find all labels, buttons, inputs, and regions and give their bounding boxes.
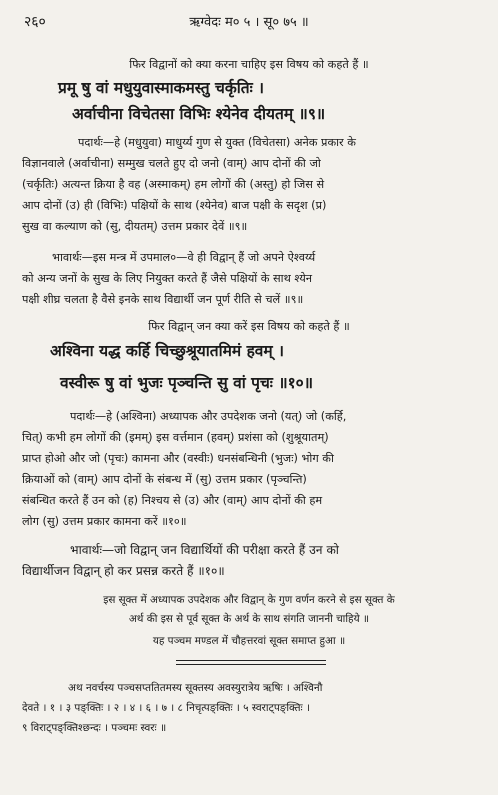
sukta-end-line: यह पञ्चम मण्डल में चौहत्तरवां सूक्त समाप्त हुआ ॥ bbox=[152, 635, 346, 647]
page-number: २६० bbox=[24, 14, 46, 30]
padartha-9-line: पदार्थः—हे (मधुयुवा) माधुर्य्य गुण से युक्त (विचेतसा) अनेक प्रकार के bbox=[78, 136, 356, 149]
mantra-9-line-2: अर्वाचीना विचेतसा विभिः श्येनेव दीयतम् ॥९॥ bbox=[72, 105, 326, 123]
bhavartha-9-line: को अन्य जनों के सुख के लिए नियुक्त करते हैं जैसे पक्षियों के साथ श्येन bbox=[22, 272, 313, 285]
padartha-10-line: संबन्धित करते हैं उन को (ह) निश्चय से (उ) और (वाम्) आप दोनों की हम bbox=[22, 494, 323, 507]
mantra-10-line-2: वस्वीरू षु वां भुजः पृञ्चन्ति सु वां पृचः ॥१०॥ bbox=[60, 374, 314, 392]
footer-line: देवते । १ । ३ पङ्क्तिः । २ । ४ । ६ । ७ । ८ निचृत्पङ्क्तिः । ५ स्वराट्पङ्क्तिः । bbox=[22, 702, 310, 714]
footer-line: ९ विराट्पङ्क्तिश्छन्दः । पञ्चमः स्वरः ॥ bbox=[22, 722, 167, 734]
padartha-9-line: विज्ञानवाले (अर्वाचीना) सम्मुख चलते हुए दो जनो (वाम्) आप दोनों की जो bbox=[22, 157, 321, 170]
padartha-9-line: आप दोनों (उ) ही (विभिः) पक्षियों के साथ (श्येनेव) बाज पक्षी के सदृश (प्र) bbox=[22, 199, 327, 212]
intro-line-2: फिर विद्वान् जन क्या करें इस विषय को कहते हैं ॥ bbox=[148, 320, 350, 333]
section-divider bbox=[176, 664, 326, 665]
bhavartha-9-line: भावार्थः—इस मन्त्र में उपमाल०—वे ही विद्वान् हैं जो अपने ऐश्वर्य्य bbox=[52, 251, 316, 264]
bhavartha-10-line: विद्यार्थीजन विद्वान् हो कर प्रसन्न करते हैं ॥१०॥ bbox=[22, 564, 225, 578]
padartha-10-line: प्राप्त होओ और जो (पृचः) कामना और (वस्वीः) धनसंबन्धिनी (भुजः) भोग की bbox=[22, 452, 334, 465]
padartha-9-line: सुख वा कल्याण को (सु, दीयतम्) उत्तम प्रकार देवें ॥९॥ bbox=[22, 220, 248, 233]
padartha-10-line: क्रियाओं को (वाम्) आप दोनों के संबन्ध में (सु) उत्तम प्रकार (पृञ्चन्ति) bbox=[22, 473, 307, 486]
padartha-9-line: (चर्कृतिः) अत्यन्त क्रिया है वह (अस्माकम्) हम लोगों की (अस्तु) हो जिस से bbox=[22, 178, 325, 191]
padartha-10-line: पदार्थः—हे (अश्विना) अध्यापक और उपदेशक जनो (यत्) जो (कर्हि, bbox=[70, 410, 347, 423]
sukta-summary-line: इस सूक्त में अध्यापक उपदेशक और विद्वान् के गुण वर्णन करने से इस सूक्त के bbox=[103, 594, 395, 606]
section-divider bbox=[176, 660, 326, 661]
bhavartha-10-line: भावार्थः—जो विद्वान् जन विद्यार्थियों की परीक्षा करते हैं उन को bbox=[70, 543, 339, 557]
padartha-10-line: लोग (सु) उत्तम प्रकार कामना करें ॥१०॥ bbox=[22, 515, 187, 528]
intro-line-1: फिर विद्वानों को क्या करना चाहिए इस विषय को कहते हैं ॥ bbox=[129, 58, 369, 71]
mantra-9-line-1: प्रमू षु वां मधुयुवास्माकमस्तु चर्कृतिः । bbox=[58, 79, 265, 97]
mantra-10-line-1: अश्विना यद्ध कर्हि चिच्छुश्रूयातमिमं हवम् । bbox=[50, 342, 284, 360]
sukta-summary-line: अर्थ की इस से पूर्व सूक्त के अर्थ के साथ संगति जाननी चाहिये ॥ bbox=[128, 613, 370, 625]
padartha-10-line: चित्) कभी हम लोगों की (इमम्) इस वर्त्तमान (हवम्) प्रशंसा को (शुश्रूयातम्) bbox=[22, 431, 329, 444]
bhavartha-9-line: पक्षी शीघ्र चलता है वैसे इनके साथ विद्यार्थी जन पूर्ण रीति से चलें ॥९॥ bbox=[22, 293, 304, 306]
running-header-title: ऋग्वेदः म० ५ । सू० ७५ ॥ bbox=[189, 15, 309, 30]
footer-line: अथ नवर्चस्य पञ्चसप्ततितमस्य सूक्तस्य अवस्युरात्रेय ऋषिः । अश्विनौ bbox=[68, 682, 323, 694]
